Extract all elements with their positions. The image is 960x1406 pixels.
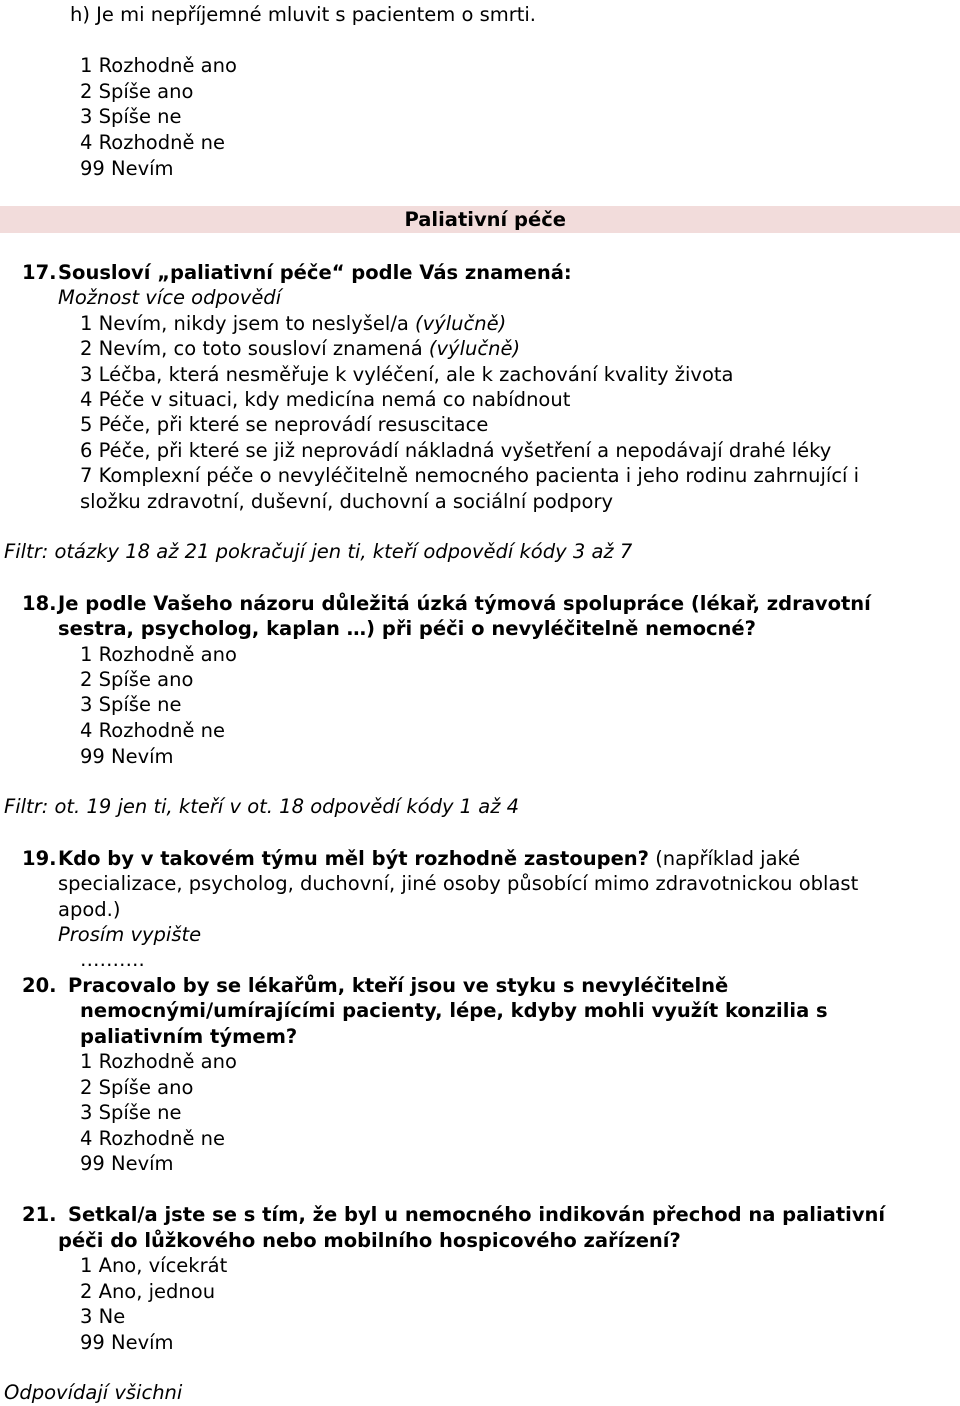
- filter-note-2: Filtr: ot. 19 jen ti, kteří v ot. 18 odpovědí kódy 1 až 4: [4, 795, 520, 818]
- option-21-2: 2 Ano, jednou: [80, 1280, 216, 1303]
- option-h-2: 2 Spíše ano: [80, 80, 194, 103]
- option-17-4: 4 Péče v situaci, kdy medicína nemá co nabídnout: [80, 388, 571, 411]
- option-h-1: 1 Rozhodně ano: [80, 54, 237, 77]
- question-18-line1: Je podle Vašeho názoru důležitá úzká týmová spolupráce (lékař, zdravotní: [58, 592, 871, 615]
- option-17-1: 1 Nevím, nikdy jsem to neslyšel/a (výlučně): [80, 312, 507, 335]
- option-17-5: 5 Péče, při které se neprovádí resuscitace: [80, 413, 489, 436]
- option-21-1: 1 Ano, vícekrát: [80, 1254, 228, 1277]
- question-20-line3: paliativním týmem?: [80, 1025, 298, 1048]
- question-19-prompt: Prosím vypište: [58, 923, 202, 946]
- option-17-3: 3 Léčba, která nesměřuje k vyléčení, ale k zachování kvality života: [80, 363, 734, 386]
- answer-blank: ……….: [80, 948, 145, 971]
- option-20-1: 1 Rozhodně ano: [80, 1050, 237, 1073]
- question-h-text: h) Je mi nepříjemné mluvit s pacientem o smrti.: [70, 3, 537, 26]
- option-17-6: 6 Péče, při které se již neprovádí nákladná vyšetření a nepodávají drahé léky: [80, 439, 832, 462]
- question-19-line3: apod.): [58, 898, 121, 921]
- question-18-line2: sestra, psycholog, kaplan …) při péči o nevyléčitelně nemocné?: [58, 617, 756, 640]
- question-20-line2: nemocnými/umírajícími pacienty, lépe, kdyby mohli využít konzilia s: [80, 999, 828, 1022]
- section-title: Paliativní péče: [404, 208, 566, 231]
- option-17-2: 2 Nevím, co toto sousloví znamená (výlučně): [80, 337, 521, 360]
- question-20-line1: Pracovalo by se lékařům, kteří jsou ve styku s nevyléčitelně: [68, 974, 729, 997]
- option-18-3: 3 Spíše ne: [80, 693, 182, 716]
- footer-note: Odpovídají všichni: [4, 1381, 183, 1404]
- section-heading-band: [0, 206, 960, 233]
- question-18-number: 18.: [22, 592, 57, 615]
- option-21-3: 3 Ne: [80, 1305, 126, 1328]
- option-18-1: 1 Rozhodně ano: [80, 643, 237, 666]
- filter-note-1: Filtr: otázky 18 až 21 pokračují jen ti, kteří odpovědí kódy 3 až 7: [4, 540, 633, 563]
- question-17-number: 17.: [22, 261, 57, 284]
- question-19-line2: specializace, psycholog, duchovní, jiné osoby působící mimo zdravotnickou oblast: [58, 872, 859, 895]
- option-20-99: 99 Nevím: [80, 1152, 174, 1175]
- option-17-7-cont: složku zdravotní, duševní, duchovní a sociální podpory: [80, 490, 614, 513]
- question-19-line1: Kdo by v takovém týmu měl být rozhodně zastoupen? (například jaké: [58, 847, 801, 870]
- option-h-3: 3 Spíše ne: [80, 105, 182, 128]
- option-18-2: 2 Spíše ano: [80, 668, 194, 691]
- question-21-line1: Setkal/a jste se s tím, že byl u nemocného indikován přechod na paliativní: [68, 1203, 886, 1226]
- question-17-note: Možnost více odpovědí: [58, 286, 282, 309]
- option-20-4: 4 Rozhodně ne: [80, 1127, 226, 1150]
- option-20-2: 2 Spíše ano: [80, 1076, 194, 1099]
- option-h-4: 4 Rozhodně ne: [80, 131, 226, 154]
- option-21-99: 99 Nevím: [80, 1331, 174, 1354]
- option-h-99: 99 Nevím: [80, 157, 174, 180]
- question-21-number: 21.: [22, 1203, 57, 1226]
- option-18-4: 4 Rozhodně ne: [80, 719, 226, 742]
- option-18-99: 99 Nevím: [80, 745, 174, 768]
- option-20-3: 3 Spíše ne: [80, 1101, 182, 1124]
- question-17-text: Sousloví „paliativní péče“ podle Vás znamená:: [58, 261, 572, 284]
- question-19-number: 19.: [22, 847, 57, 870]
- question-21-line2: péči do lůžkového nebo mobilního hospicového zařízení?: [58, 1229, 681, 1252]
- question-20-number: 20.: [22, 974, 57, 997]
- option-17-7: 7 Komplexní péče o nevyléčitelně nemocného pacienta i jeho rodinu zahrnující i: [80, 464, 860, 487]
